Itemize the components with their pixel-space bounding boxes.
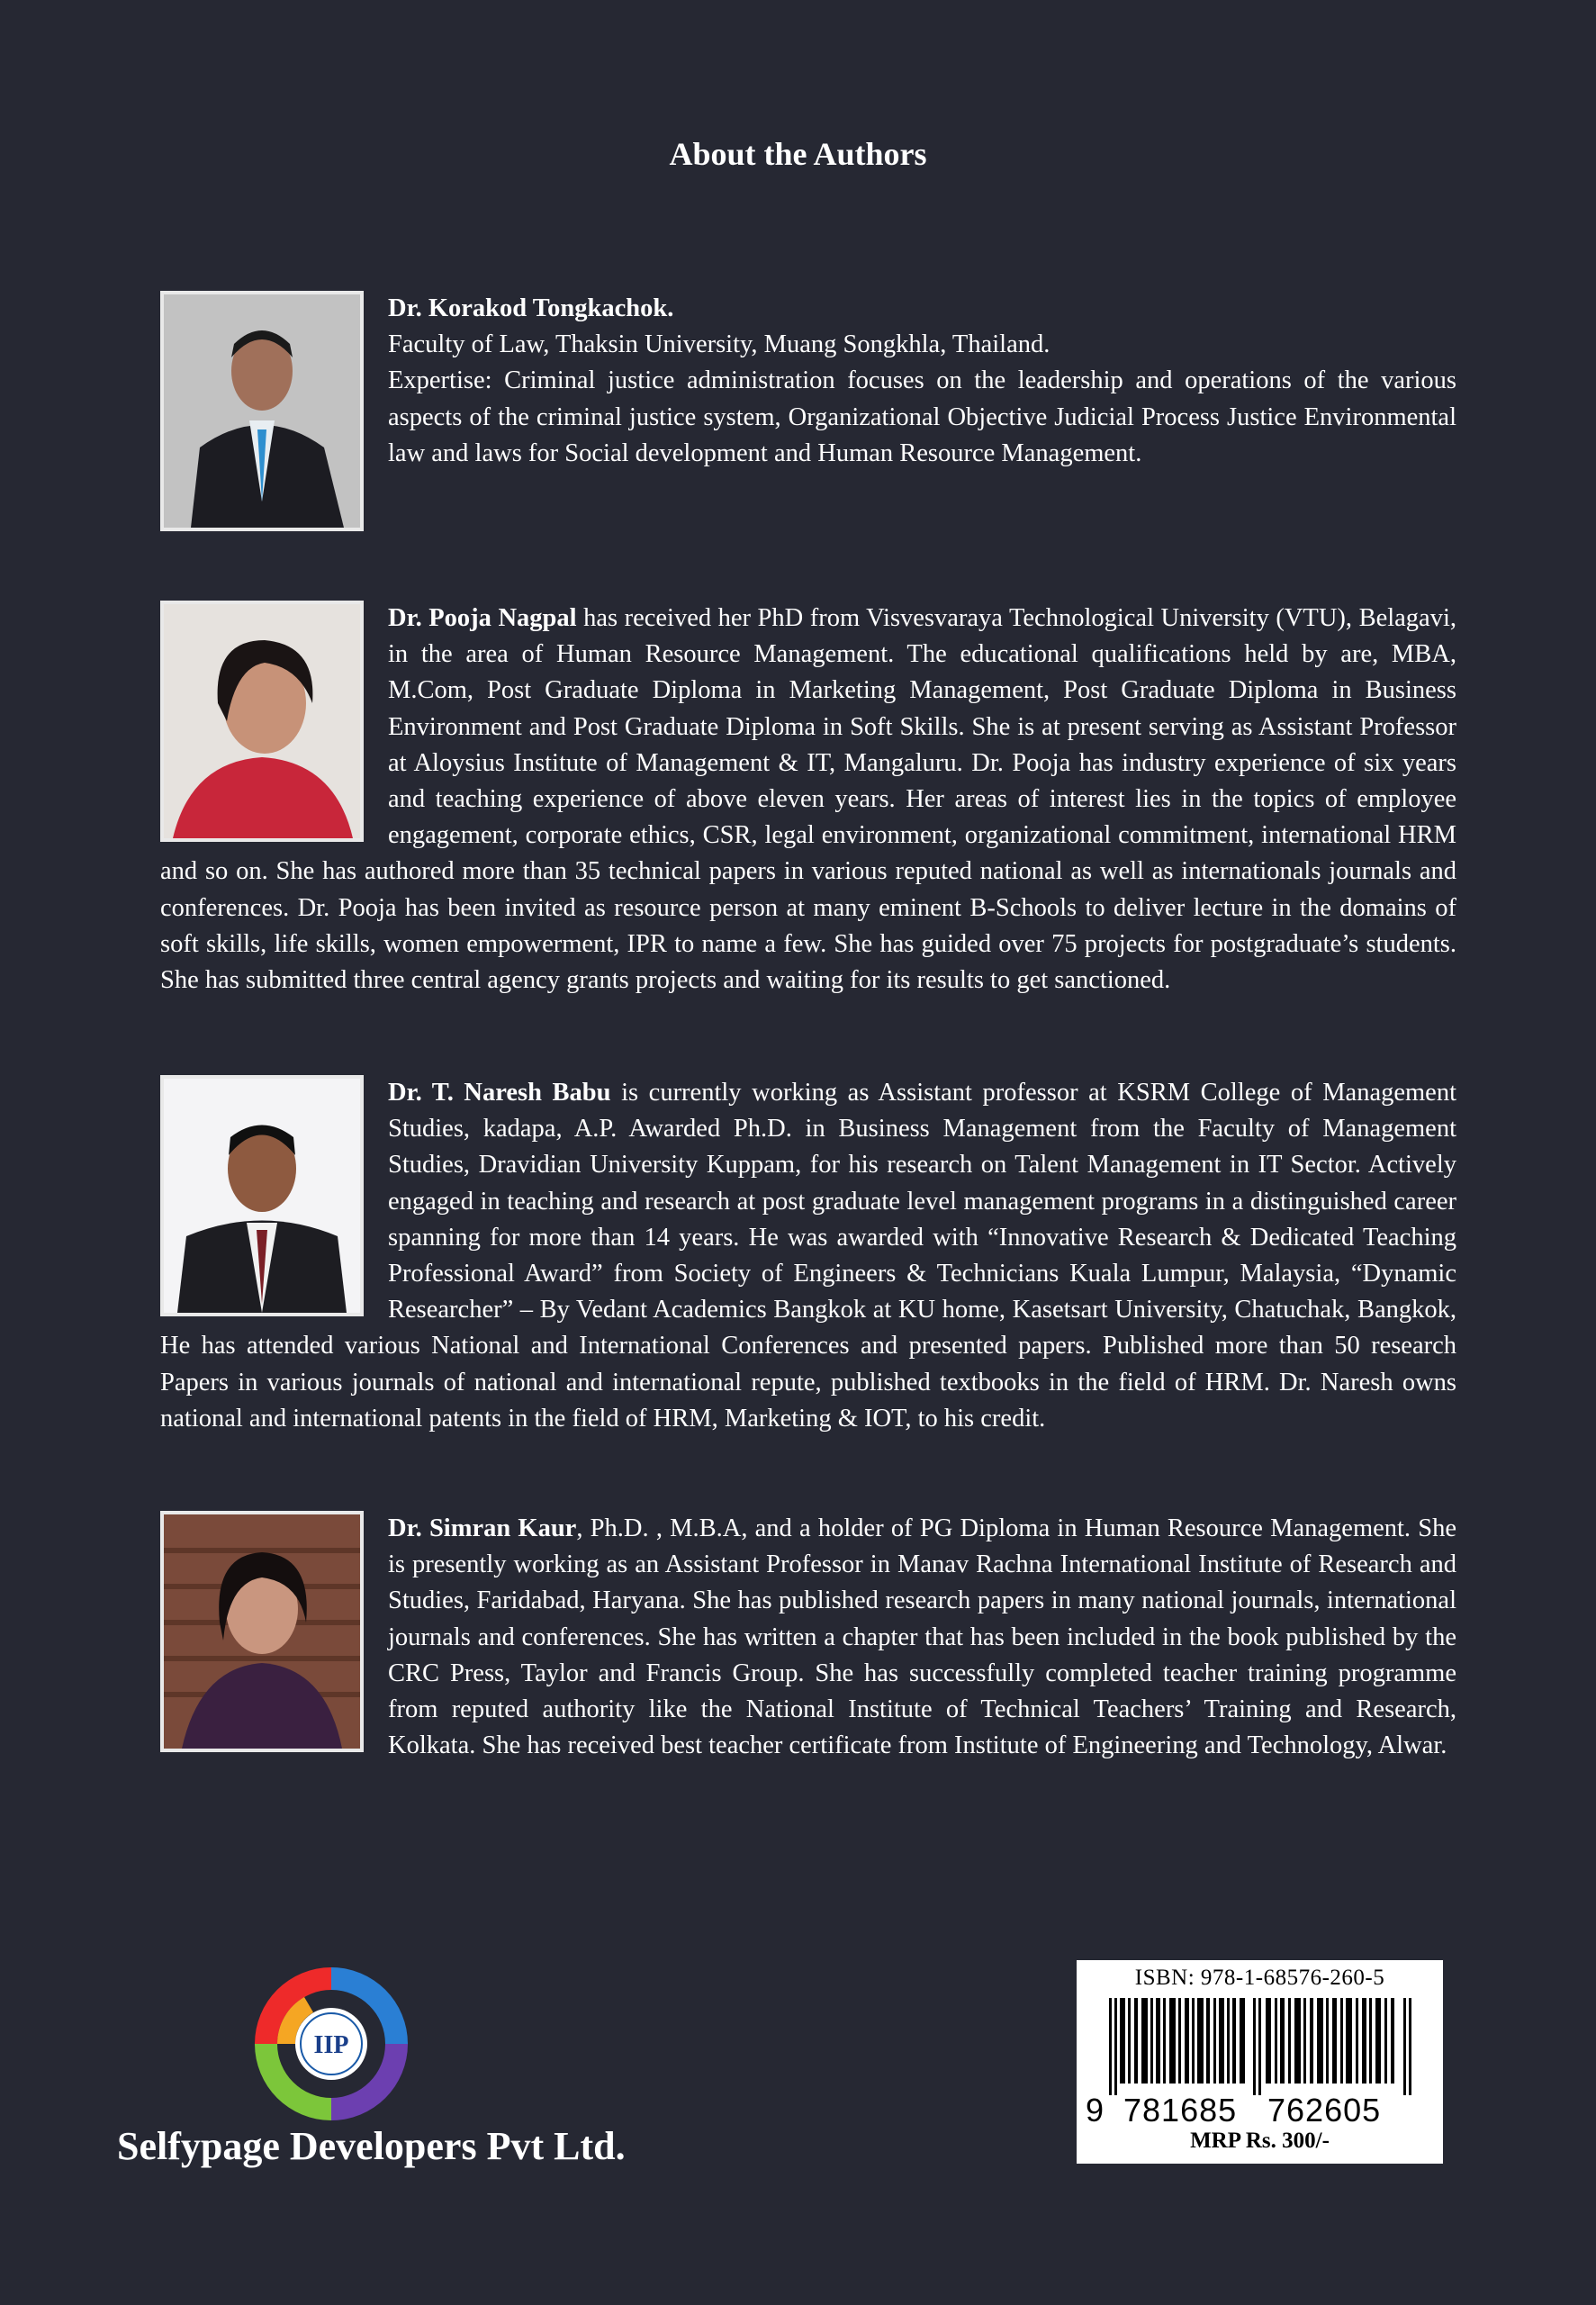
page-title: About the Authors: [669, 136, 927, 172]
author-bio-text: has received her PhD from Visvesvaraya Technological University (VTU), Belagavi, in the area of Human Resource Management. The educational qualifications held by are, MBA, M.Com, Post Graduate Diploma in Marketing Management, Post Graduate Diploma in Business Environment and Post Graduate Diploma in Soft Skills. She is at present serving as Assistant Professor at Aloysius Institute of Management & IT, Mangaluru. Dr. Pooja has industry experience of six years and teaching experience of above eleven years. Her areas of interest lies in the topics of employee engagement, corporate ethics, CSR, legal environment, organizational commitment, international HRM and so on. She has authored more than 35 technical papers in various reputed national as well as internationals journals and conferences. Dr. Pooja has been invited as resource person at many eminent B-Schools to deliver lecture in the domains of soft skills, life skills, women empowerment, IPR to name a few. She has guided over 75 projects for postgraduate’s students. She has submitted three central agency grants projects and waiting for its results to get sanctioned.: [160, 604, 1456, 995]
author-affiliation: Faculty of Law, Thaksin University, Muang Songkhla, Thailand.: [388, 330, 1050, 359]
author-name: Dr. Pooja Nagpal: [388, 604, 577, 632]
author-name: Dr. Simran Kaur: [388, 1514, 577, 1542]
svg-text:IIP: IIP: [313, 2031, 349, 2059]
author-photo-image: [164, 1079, 360, 1313]
author-photo: [160, 1075, 364, 1316]
barcode-digit-first: 9: [1086, 2092, 1105, 2129]
barcode-icon: [1109, 1998, 1411, 2095]
author-bio-naresh: [160, 1075, 1456, 1437]
author-bio-korakod: [160, 291, 1456, 537]
barcode-digits-left: 781685: [1123, 2092, 1238, 2129]
author-name: Dr. Korakod Tongkachok.: [388, 294, 674, 322]
isbn-number: ISBN: 978-1-68576-260-5: [1134, 1966, 1385, 1990]
author-photo-image: [164, 1514, 360, 1749]
publisher-name: Selfypage Developers Pvt Ltd.: [117, 2124, 626, 2168]
author-name: Dr. T. Naresh Babu: [388, 1079, 611, 1107]
price-label: MRP Rs. 300/-: [1190, 2129, 1330, 2153]
author-bio-text: , Ph.D. , M.B.A, and a holder of PG Diploma in Human Resource Management. She is presently working as an Assistant Professor in Manav Rachna International Institute of Research and Studies, Faridabad, Haryana. She has published research papers in many national journals, international journals and conferences. She has written a chapter that has been included in the book published by the CRC Press, Taylor and Francis Group. She has successfully completed teacher training programme from reputed authority like the National Institute of Technical Teachers’ Training and Research, Kolkata. She has received best teacher certificate from Institute of Engineering and Technology, Alwar.: [388, 1514, 1457, 1760]
author-bio-pooja: [160, 601, 1456, 999]
author-bio-text: is currently working as Assistant professor at KSRM College of Management Studies, kadapa, A.P. Awarded Ph.D. in Business Management from the Faculty of Management Studies, Dravidian University Kuppam, for his research on Talent Management in IT Sector. Actively engaged in teaching and research at post graduate level management programs in a distinguished career spanning for more than 14 years. He was awarded with “Innovative Research & Dedicated Teaching Professional Award” from Society of Engineers & Technicians Kuala Lumpur, Malaysia, “Dynamic Researcher” – By Vedant Academics Bangkok at KU home, Kasetsart University, Chatuchak, Bangkok, He has attended various National and International Conferences and presented papers. Published more than 50 research Papers in various journals of national and international repute, published textbooks in the field of HRM. Dr. Naresh owns national and international patents in the field of HRM, Marketing & IOT, to his credit.: [160, 1079, 1456, 1433]
author-photo: [160, 291, 364, 531]
author-photo: [160, 601, 364, 842]
author-photo-image: [164, 294, 360, 528]
author-photo: [160, 1511, 364, 1752]
author-photo-image: [164, 604, 360, 838]
barcode-digits-right: 762605: [1267, 2092, 1382, 2129]
author-bio-simran: [160, 1511, 1456, 1764]
publisher-logo: [241, 1958, 421, 2129]
author-expertise: Expertise: Criminal justice administration focuses on the leadership and operations of the various aspects of the criminal justice system, Organizational Objective Judicial Process Justice Environmental law and laws for Social development and Human Resource Management.: [388, 366, 1456, 467]
isbn-barcode-block: [1077, 1960, 1443, 2164]
iip-logo-icon: [241, 1958, 421, 2129]
